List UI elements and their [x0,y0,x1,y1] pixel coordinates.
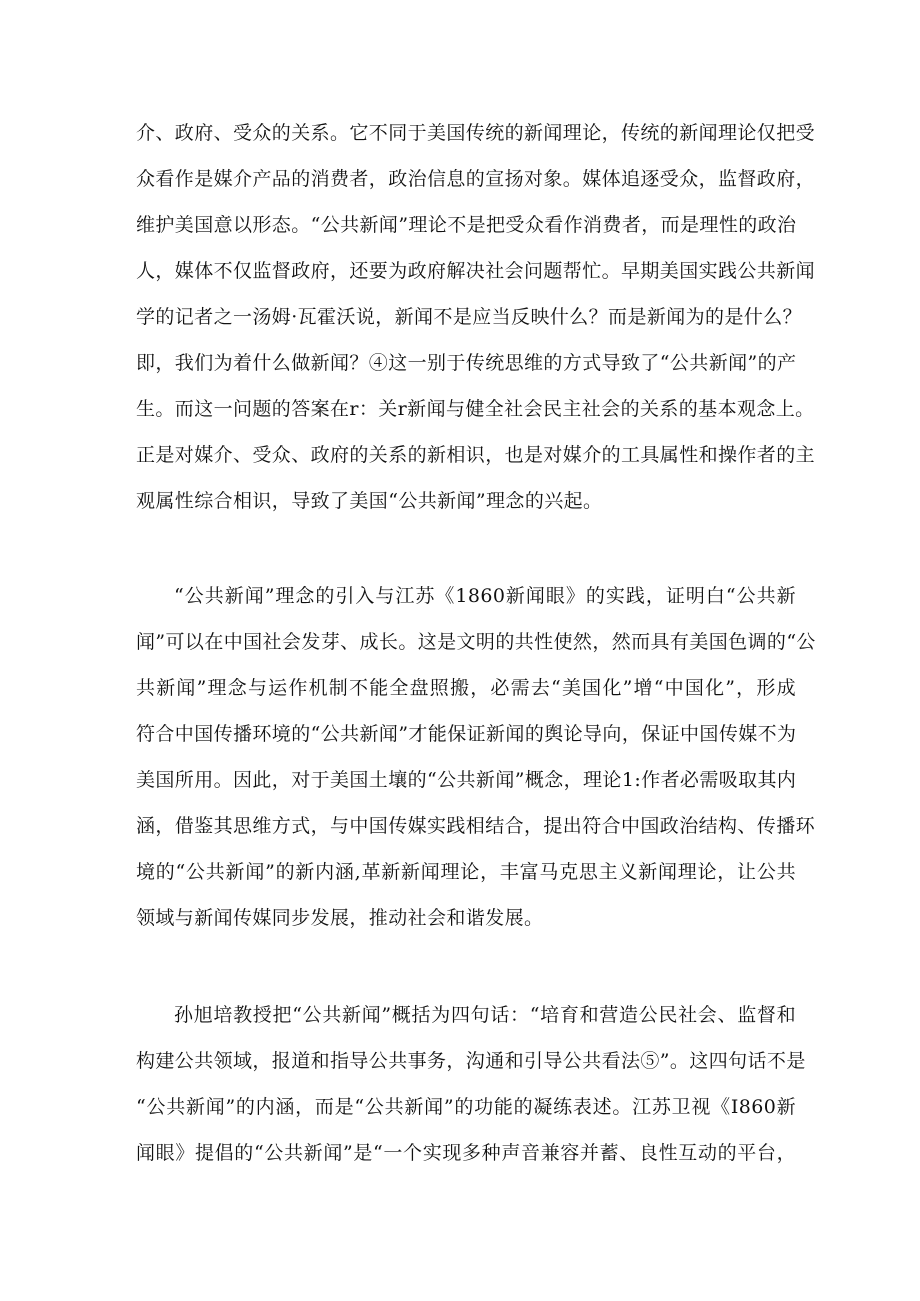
text-line: 闻”可以在中国社会发芽、成长。这是文明的共性使然，然而具有美国色调的“公 [136,631,816,653]
text-line: 领域与新闻传媒同步发展，推动社会和谐发展。 [136,907,544,929]
text-line: 众看作是媒介产品的消费者，政治信息的宣扬对象。媒体追逐受众，监督政府， [136,168,816,190]
text-line: 符合中国传播环境的“公共新闻”才能保证新闻的舆论导向，保证中国传媒不为 [136,723,797,745]
text-line: 生。而这一问题的答案在r：关r新闻与健全社会民主社会的关系的基本观念上。 [136,398,815,420]
text-line: 维护美国意以形态。“公共新闻”理论不是把受众看作消费者，而是理性的政治 [136,214,797,236]
text-line: 介、政府、受众的关系。它不同于美国传统的新闻理论，传统的新闻理论仅把受 [136,122,816,144]
text-line: 观属性综合相识，导致了美国“公共新闻”理念的兴起。 [136,490,603,512]
paragraph-1 [136,110,816,524]
text-line: “公共新闻”的内涵，而是“公共新闻”的功能的凝练表述。江苏卫视《I860新 [136,1096,796,1118]
text-line: 境的“公共新闻”的新内涵,革新新闻理论，丰富马克思主义新闻理论，让公共 [136,861,796,883]
paragraph-2 [136,573,816,941]
text-line: “公共新闻”理念的引入与江苏《1860新闻眼》的实践，证明白“公共新 [174,585,796,607]
paragraph-3 [136,992,806,1176]
text-line: 即，我们为着什么做新闻？④这一别于传统思维的方式导致了“公共新闻”的产 [136,352,797,374]
text-line: 孙旭培教授把“公共新闻”概括为四句话：“培育和营造公民社会、监督和 [174,1004,796,1026]
text-line: 闻眼》提倡的“公共新闻”是“一个实现多种声音兼容并蓄、良性互动的平台， [136,1142,796,1164]
text-line: 美国所用。因此，对于美国土壤的“公共新闻”概念，理论1:作者必需吸取其内 [136,769,797,791]
text-line: 涵，借鉴其思维方式，与中国传媒实践相结合，提出符合中国政治结构、传播环 [136,815,816,837]
text-line: 正是对媒介、受众、政府的关系的新相识，也是对媒介的工具属性和操作者的主 [136,444,816,466]
text-line: 人，媒体不仅监督政府，还要为政府解决社会问题帮忙。早期美国实践公共新闻 [136,260,816,282]
text-line: 共新闻”理念与运作机制不能全盘照搬，必需去“美国化”增“中国化”，形成 [136,677,796,699]
text-line: 构建公共领域，报道和指导公共事务，沟通和引导公共看法⑤”。这四句话不是 [136,1050,806,1072]
text-line: 学的记者之一汤姆·瓦霍沃说，新闻不是应当反映什么？而是新闻为的是什么？ [136,306,803,328]
